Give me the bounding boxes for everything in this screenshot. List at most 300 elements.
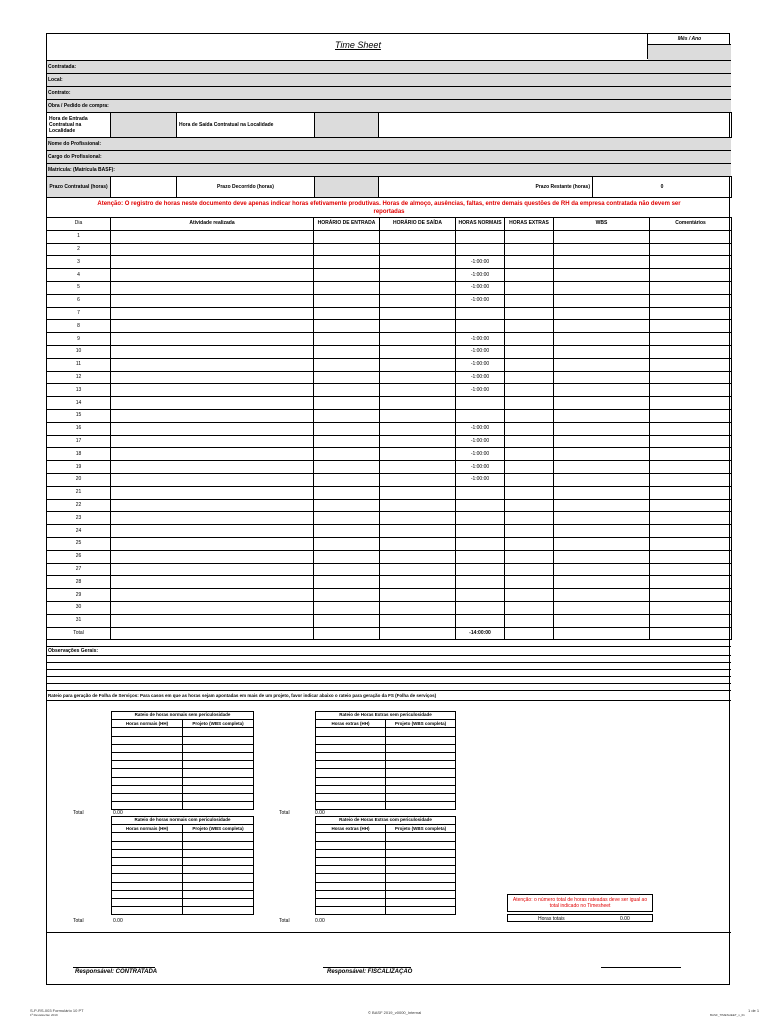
- wbs-cell[interactable]: [554, 256, 650, 269]
- comentario-cell[interactable]: [650, 243, 732, 256]
- table-row: [47, 422, 732, 435]
- saida-cell[interactable]: [380, 435, 456, 448]
- wbs-cell[interactable]: [554, 269, 650, 282]
- rateio-cell[interactable]: [316, 833, 386, 841]
- wbs-cell[interactable]: [554, 589, 650, 602]
- activity-cell[interactable]: [111, 333, 314, 346]
- rateio-cell[interactable]: [112, 793, 183, 801]
- saida-cell[interactable]: [380, 269, 456, 282]
- activity-cell[interactable]: [111, 294, 314, 307]
- rateio-cell[interactable]: [316, 761, 386, 769]
- activity-cell[interactable]: [111, 371, 314, 384]
- wbs-cell[interactable]: [554, 345, 650, 358]
- extras-cell[interactable]: [505, 473, 554, 486]
- comentario-cell[interactable]: [650, 384, 732, 397]
- wbs-cell[interactable]: [554, 243, 650, 256]
- activity-cell[interactable]: [111, 320, 314, 333]
- rateio-cell[interactable]: [183, 882, 254, 890]
- rateio-cell[interactable]: [316, 841, 386, 849]
- rateio-cell[interactable]: [316, 898, 386, 906]
- entrada-cell[interactable]: [314, 537, 380, 550]
- saida-cell[interactable]: [380, 486, 456, 499]
- saida-cell[interactable]: [380, 537, 456, 550]
- activity-cell[interactable]: [111, 601, 314, 614]
- rateio-cell[interactable]: [386, 857, 456, 865]
- activity-cell[interactable]: [111, 256, 314, 269]
- rateio-cell[interactable]: [316, 802, 386, 810]
- day-number: 31: [47, 614, 111, 627]
- saida-cell[interactable]: [380, 281, 456, 294]
- rateio-cell[interactable]: [316, 793, 386, 801]
- rateio-cell[interactable]: [386, 898, 456, 906]
- extras-cell[interactable]: [505, 525, 554, 538]
- comentario-cell[interactable]: [650, 550, 732, 563]
- extras-cell[interactable]: [505, 371, 554, 384]
- rateio-cell[interactable]: [183, 866, 254, 874]
- wbs-cell[interactable]: [554, 358, 650, 371]
- rateio-cell[interactable]: [316, 866, 386, 874]
- extras-cell[interactable]: [505, 397, 554, 410]
- extras-cell[interactable]: [505, 448, 554, 461]
- wbs-cell[interactable]: [554, 422, 650, 435]
- wbs-cell[interactable]: [554, 601, 650, 614]
- table-row: [316, 849, 456, 857]
- rateio-cell[interactable]: [112, 728, 183, 736]
- total-label: Total: [47, 627, 111, 640]
- rateio-cell[interactable]: [316, 857, 386, 865]
- activity-cell[interactable]: [111, 537, 314, 550]
- entrada-cell[interactable]: [314, 397, 380, 410]
- saida-cell[interactable]: [380, 473, 456, 486]
- activity-cell[interactable]: [111, 576, 314, 589]
- rateio-cell[interactable]: [183, 874, 254, 882]
- entrada-cell[interactable]: [314, 422, 380, 435]
- entrada-cell[interactable]: [314, 230, 380, 243]
- rateio-cell[interactable]: [316, 882, 386, 890]
- extras-cell[interactable]: [505, 409, 554, 422]
- wbs-cell[interactable]: [554, 333, 650, 346]
- wbs-cell[interactable]: [554, 576, 650, 589]
- rateio-cell[interactable]: [183, 785, 254, 793]
- rateio-cell[interactable]: [183, 777, 254, 785]
- activity-cell[interactable]: [111, 384, 314, 397]
- extras-cell[interactable]: [505, 576, 554, 589]
- rateio-cell[interactable]: [112, 874, 183, 882]
- prazo-contratual-field[interactable]: [111, 177, 177, 198]
- comentario-cell[interactable]: [650, 435, 732, 448]
- rateio-cell[interactable]: [386, 728, 456, 736]
- extras-cell[interactable]: [505, 435, 554, 448]
- rateio-cell[interactable]: [316, 890, 386, 898]
- rateio-cell[interactable]: [112, 761, 183, 769]
- rateio-cell[interactable]: [183, 857, 254, 865]
- activity-cell[interactable]: [111, 563, 314, 576]
- day-number: 11: [47, 358, 111, 371]
- matricula-field[interactable]: Matrícula: (Matrícula BASF):: [47, 163, 731, 176]
- activity-cell[interactable]: [111, 486, 314, 499]
- rateio-cell[interactable]: [386, 833, 456, 841]
- table-row: [316, 736, 456, 744]
- rateio-cell[interactable]: [316, 752, 386, 760]
- rateio-cell[interactable]: [386, 761, 456, 769]
- rateio-cell[interactable]: [183, 769, 254, 777]
- signature-line-contratada[interactable]: [73, 967, 155, 968]
- entrada-cell[interactable]: [314, 409, 380, 422]
- activity-cell[interactable]: [111, 269, 314, 282]
- activity-cell[interactable]: [111, 281, 314, 294]
- rateio-cell[interactable]: [386, 777, 456, 785]
- rateio-cell[interactable]: [112, 866, 183, 874]
- rateio-cell[interactable]: [112, 890, 183, 898]
- saida-cell[interactable]: [380, 320, 456, 333]
- rateio-cell[interactable]: [183, 841, 254, 849]
- saida-cell[interactable]: [380, 601, 456, 614]
- rateio-cell[interactable]: [183, 898, 254, 906]
- rateio-cell[interactable]: [386, 849, 456, 857]
- entrada-cell[interactable]: [314, 243, 380, 256]
- comentario-cell[interactable]: [650, 473, 732, 486]
- entrada-cell[interactable]: [314, 256, 380, 269]
- comentario-cell[interactable]: [650, 422, 732, 435]
- extras-cell[interactable]: [505, 269, 554, 282]
- nome-field[interactable]: Nome do Profissional:: [47, 137, 731, 150]
- entrada-cell[interactable]: [314, 320, 380, 333]
- rateio-cell[interactable]: [112, 752, 183, 760]
- activity-cell[interactable]: [111, 461, 314, 474]
- saida-cell[interactable]: [380, 512, 456, 525]
- wbs-cell[interactable]: [554, 499, 650, 512]
- activity-cell[interactable]: [111, 307, 314, 320]
- comentario-cell[interactable]: [650, 409, 732, 422]
- rateio-cell[interactable]: [112, 849, 183, 857]
- cargo-field[interactable]: Cargo do Profissional:: [47, 150, 731, 163]
- comentario-cell[interactable]: [650, 512, 732, 525]
- rateio-cell[interactable]: [183, 736, 254, 744]
- comentario-cell[interactable]: [650, 281, 732, 294]
- comentario-cell[interactable]: [650, 333, 732, 346]
- activity-cell[interactable]: [111, 358, 314, 371]
- comentario-cell[interactable]: [650, 371, 732, 384]
- extras-cell[interactable]: [505, 384, 554, 397]
- saida-cell[interactable]: [380, 256, 456, 269]
- rateio-cell[interactable]: [183, 728, 254, 736]
- extras-cell[interactable]: [505, 589, 554, 602]
- saida-cell[interactable]: [380, 243, 456, 256]
- rateio-cell[interactable]: [386, 785, 456, 793]
- entrada-cell[interactable]: [314, 345, 380, 358]
- activity-cell[interactable]: [111, 243, 314, 256]
- saida-cell[interactable]: [380, 563, 456, 576]
- obs-line[interactable]: [47, 669, 731, 676]
- hora-entrada-field[interactable]: [111, 113, 177, 138]
- extras-cell[interactable]: [505, 563, 554, 576]
- obs-line[interactable]: [47, 655, 731, 662]
- rateio-cell[interactable]: [112, 785, 183, 793]
- activity-cell[interactable]: [111, 525, 314, 538]
- rateio-cell[interactable]: [183, 802, 254, 810]
- rateio-cell[interactable]: [316, 728, 386, 736]
- obs-line[interactable]: [47, 683, 731, 690]
- hora-saida-field[interactable]: [315, 113, 379, 138]
- saida-cell[interactable]: [380, 230, 456, 243]
- comentario-cell[interactable]: [650, 537, 732, 550]
- saida-cell[interactable]: [380, 422, 456, 435]
- rateio-cell[interactable]: [183, 833, 254, 841]
- saida-cell[interactable]: [380, 614, 456, 627]
- activity-cell[interactable]: [111, 422, 314, 435]
- wbs-cell[interactable]: [554, 281, 650, 294]
- comentario-cell[interactable]: [650, 499, 732, 512]
- entrada-cell[interactable]: [314, 550, 380, 563]
- comentario-cell[interactable]: [650, 345, 732, 358]
- saida-cell[interactable]: [380, 294, 456, 307]
- extras-cell[interactable]: [505, 614, 554, 627]
- wbs-cell[interactable]: [554, 230, 650, 243]
- rateio-cell[interactable]: [112, 907, 183, 915]
- wbs-cell[interactable]: [554, 512, 650, 525]
- rateio-cell[interactable]: [386, 802, 456, 810]
- saida-cell[interactable]: [380, 589, 456, 602]
- comentario-cell[interactable]: [650, 448, 732, 461]
- extras-cell[interactable]: [505, 537, 554, 550]
- comentario-cell[interactable]: [650, 307, 732, 320]
- rateio-cell[interactable]: [386, 736, 456, 744]
- wbs-cell[interactable]: [554, 320, 650, 333]
- activity-cell[interactable]: [111, 397, 314, 410]
- saida-cell[interactable]: [380, 461, 456, 474]
- extras-cell[interactable]: [505, 512, 554, 525]
- rateio-cell[interactable]: [112, 736, 183, 744]
- local-field[interactable]: Local:: [47, 73, 731, 86]
- wbs-cell[interactable]: [554, 371, 650, 384]
- saida-cell[interactable]: [380, 384, 456, 397]
- rateio-cell[interactable]: [183, 890, 254, 898]
- comentario-cell[interactable]: [650, 320, 732, 333]
- entrada-cell[interactable]: [314, 576, 380, 589]
- rateio-cell[interactable]: [386, 882, 456, 890]
- rateio-cell[interactable]: [112, 777, 183, 785]
- comentario-cell[interactable]: [650, 525, 732, 538]
- entrada-cell[interactable]: [314, 486, 380, 499]
- wbs-cell[interactable]: [554, 461, 650, 474]
- activity-cell[interactable]: [111, 409, 314, 422]
- extras-cell[interactable]: [505, 230, 554, 243]
- entrada-cell[interactable]: [314, 499, 380, 512]
- activity-cell[interactable]: [111, 435, 314, 448]
- comentario-cell[interactable]: [650, 563, 732, 576]
- rateio-cell[interactable]: [112, 857, 183, 865]
- entrada-cell[interactable]: [314, 589, 380, 602]
- comentario-cell[interactable]: [650, 230, 732, 243]
- rateio-cell[interactable]: [316, 769, 386, 777]
- comentario-cell[interactable]: [650, 397, 732, 410]
- entrada-cell[interactable]: [314, 384, 380, 397]
- entrada-cell[interactable]: [314, 563, 380, 576]
- comentario-cell[interactable]: [650, 358, 732, 371]
- prazo-decorrido-label: Prazo Decorrido (horas): [177, 177, 315, 198]
- entrada-cell[interactable]: [314, 333, 380, 346]
- wbs-cell[interactable]: [554, 563, 650, 576]
- prazo-decorrido-field[interactable]: [315, 177, 379, 198]
- contratada-field[interactable]: Contratada:: [47, 60, 731, 73]
- wbs-cell[interactable]: [554, 307, 650, 320]
- rateio-cell[interactable]: [386, 769, 456, 777]
- saida-cell[interactable]: [380, 397, 456, 410]
- obs-line[interactable]: [47, 662, 731, 669]
- obra-field[interactable]: Obra / Pedido de compra:: [47, 99, 731, 112]
- rateio-cell[interactable]: [386, 793, 456, 801]
- entrada-cell[interactable]: [314, 269, 380, 282]
- wbs-cell[interactable]: [554, 435, 650, 448]
- extras-cell[interactable]: [505, 333, 554, 346]
- activity-cell[interactable]: [111, 499, 314, 512]
- rateio-cell[interactable]: [112, 841, 183, 849]
- rateio-cell[interactable]: [316, 849, 386, 857]
- activity-cell[interactable]: [111, 550, 314, 563]
- rateio-cell[interactable]: [183, 849, 254, 857]
- rateio-cell[interactable]: [316, 744, 386, 752]
- rateio-cell[interactable]: [112, 898, 183, 906]
- extras-cell[interactable]: [505, 486, 554, 499]
- extras-cell[interactable]: [505, 307, 554, 320]
- rateio-cell[interactable]: [183, 793, 254, 801]
- extras-cell[interactable]: [505, 256, 554, 269]
- saida-cell[interactable]: [380, 371, 456, 384]
- comentario-cell[interactable]: [650, 589, 732, 602]
- comentario-cell[interactable]: [650, 576, 732, 589]
- extras-cell[interactable]: [505, 320, 554, 333]
- month-year-field[interactable]: [648, 44, 731, 60]
- entrada-cell[interactable]: [314, 473, 380, 486]
- extras-cell[interactable]: [505, 422, 554, 435]
- obs-line[interactable]: [47, 676, 731, 683]
- entrada-cell[interactable]: [314, 307, 380, 320]
- wbs-cell[interactable]: [554, 294, 650, 307]
- rateio-cell[interactable]: [386, 866, 456, 874]
- table-row: [47, 307, 732, 320]
- comentario-cell[interactable]: [650, 601, 732, 614]
- signature-line-fiscal[interactable]: [323, 967, 411, 968]
- rateio-cell[interactable]: [386, 752, 456, 760]
- wbs-cell[interactable]: [554, 525, 650, 538]
- rateio-cell[interactable]: [183, 744, 254, 752]
- extras-cell[interactable]: [505, 499, 554, 512]
- rateio-cell[interactable]: [386, 841, 456, 849]
- total-empty-cell: [650, 627, 732, 640]
- extras-cell[interactable]: [505, 281, 554, 294]
- rateio-cell[interactable]: [316, 785, 386, 793]
- activity-cell[interactable]: [111, 512, 314, 525]
- rateio-cell[interactable]: [386, 874, 456, 882]
- wbs-cell[interactable]: [554, 409, 650, 422]
- activity-cell[interactable]: [111, 448, 314, 461]
- saida-cell[interactable]: [380, 345, 456, 358]
- wbs-cell[interactable]: [554, 384, 650, 397]
- rateio-cell[interactable]: [112, 882, 183, 890]
- entrada-cell[interactable]: [314, 358, 380, 371]
- entrada-cell[interactable]: [314, 614, 380, 627]
- activity-cell[interactable]: [111, 473, 314, 486]
- entrada-cell[interactable]: [314, 525, 380, 538]
- normais-cell: -1:00:00: [456, 345, 505, 358]
- saida-cell[interactable]: [380, 333, 456, 346]
- extras-cell[interactable]: [505, 294, 554, 307]
- rateio-cell[interactable]: [112, 833, 183, 841]
- rateio-cell[interactable]: [183, 761, 254, 769]
- saida-cell[interactable]: [380, 409, 456, 422]
- wbs-cell[interactable]: [554, 614, 650, 627]
- saida-cell[interactable]: [380, 358, 456, 371]
- normais-cell: [456, 243, 505, 256]
- comentario-cell[interactable]: [650, 461, 732, 474]
- entrada-cell[interactable]: [314, 281, 380, 294]
- day-number: 29: [47, 589, 111, 602]
- wbs-cell[interactable]: [554, 550, 650, 563]
- rateio-cell[interactable]: [183, 752, 254, 760]
- wbs-cell[interactable]: [554, 537, 650, 550]
- entrada-cell[interactable]: [314, 461, 380, 474]
- saida-cell[interactable]: [380, 448, 456, 461]
- contrato-field[interactable]: Contrato:: [47, 86, 731, 99]
- comentario-cell[interactable]: [650, 614, 732, 627]
- wbs-cell[interactable]: [554, 473, 650, 486]
- extras-cell[interactable]: [505, 601, 554, 614]
- rateio-cell[interactable]: [112, 744, 183, 752]
- signature-line-extra[interactable]: [601, 967, 681, 968]
- comentario-cell[interactable]: [650, 269, 732, 282]
- wbs-cell[interactable]: [554, 397, 650, 410]
- extras-cell[interactable]: [505, 243, 554, 256]
- entrada-cell[interactable]: [314, 512, 380, 525]
- entrada-cell[interactable]: [314, 294, 380, 307]
- entrada-cell[interactable]: [314, 601, 380, 614]
- rateio-cell[interactable]: [316, 777, 386, 785]
- rateio-cell[interactable]: [386, 744, 456, 752]
- extras-cell[interactable]: [505, 461, 554, 474]
- entrada-cell[interactable]: [314, 371, 380, 384]
- extras-cell[interactable]: [505, 358, 554, 371]
- rateio-cell[interactable]: [112, 769, 183, 777]
- activity-cell[interactable]: [111, 614, 314, 627]
- rateio-cell[interactable]: [316, 736, 386, 744]
- activity-cell[interactable]: [111, 345, 314, 358]
- rateio-cell[interactable]: [112, 802, 183, 810]
- rateio-cell[interactable]: [386, 890, 456, 898]
- entrada-cell[interactable]: [314, 435, 380, 448]
- rateio-cell[interactable]: [316, 874, 386, 882]
- wbs-cell[interactable]: [554, 448, 650, 461]
- saida-cell[interactable]: [380, 525, 456, 538]
- saida-cell[interactable]: [380, 499, 456, 512]
- rateio-cell[interactable]: [386, 907, 456, 915]
- saida-cell[interactable]: [380, 576, 456, 589]
- comentario-cell[interactable]: [650, 256, 732, 269]
- activity-cell[interactable]: [111, 589, 314, 602]
- extras-cell[interactable]: [505, 345, 554, 358]
- comentario-cell[interactable]: [650, 486, 732, 499]
- normais-cell: [456, 563, 505, 576]
- extras-cell[interactable]: [505, 550, 554, 563]
- comentario-cell[interactable]: [650, 294, 732, 307]
- rateio-cell[interactable]: [183, 907, 254, 915]
- rateio-cell[interactable]: [316, 907, 386, 915]
- normais-cell: [456, 499, 505, 512]
- saida-cell[interactable]: [380, 550, 456, 563]
- wbs-cell[interactable]: [554, 486, 650, 499]
- entrada-cell[interactable]: [314, 448, 380, 461]
- activity-cell[interactable]: [111, 230, 314, 243]
- saida-cell[interactable]: [380, 307, 456, 320]
